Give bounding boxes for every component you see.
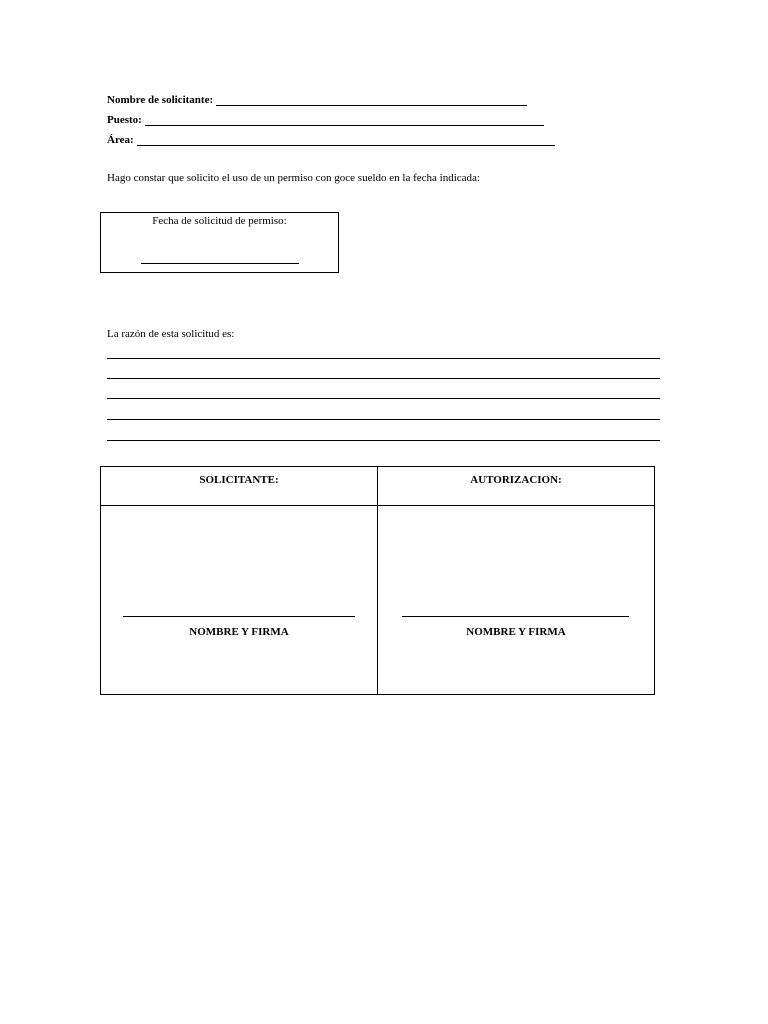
applicant-signature-column (101, 467, 378, 694)
authorization-header: AUTORIZACION: (378, 467, 654, 506)
position-row (107, 112, 544, 126)
signature-table (100, 466, 655, 695)
intro-statement: Hago constar que solicito el uso de un permiso con goce sueldo en la fecha indicada: (107, 172, 480, 184)
request-date-box (100, 212, 339, 273)
position-field[interactable] (145, 113, 544, 126)
reason-label: La razón de esta solicitud es: (107, 328, 235, 340)
request-date-label: Fecha de solicitud de permiso: (152, 215, 287, 227)
applicant-header: SOLICITANTE: (101, 467, 377, 506)
reason-line[interactable] (107, 378, 660, 379)
authorization-signature-column (378, 467, 654, 694)
area-field[interactable] (137, 133, 555, 146)
request-date-field[interactable] (141, 263, 299, 264)
reason-line[interactable] (107, 419, 660, 420)
area-label: Área: (107, 134, 134, 146)
reason-line[interactable] (107, 440, 660, 441)
applicant-name-label: Nombre de solicitante: (107, 94, 214, 106)
area-row (107, 132, 555, 146)
authorization-signature-caption: NOMBRE Y FIRMA (466, 626, 566, 638)
applicant-name-field[interactable] (216, 93, 527, 106)
position-label: Puesto: (107, 114, 142, 126)
applicant-name-row (107, 92, 527, 106)
authorization-signature-line[interactable] (402, 616, 629, 617)
applicant-signature-caption: NOMBRE Y FIRMA (189, 626, 289, 638)
reason-line[interactable] (107, 358, 660, 359)
reason-line[interactable] (107, 398, 660, 399)
applicant-signature-line[interactable] (123, 616, 355, 617)
